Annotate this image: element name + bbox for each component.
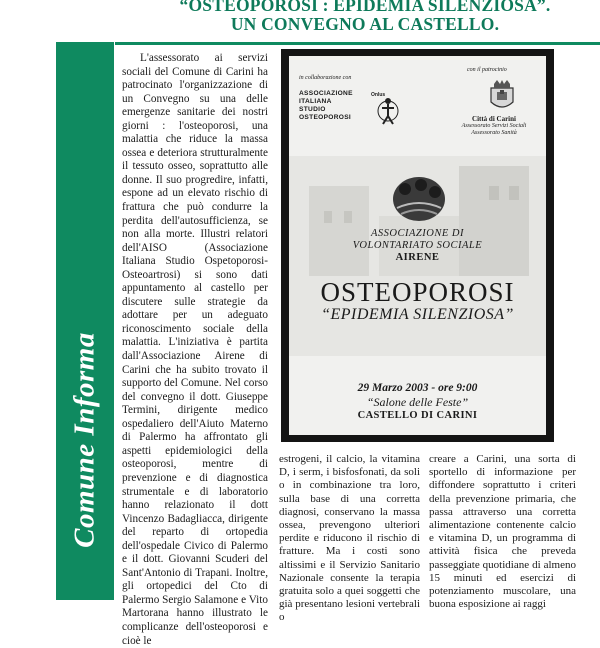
event-date: 29 Marzo 2003 - ore 9:00: [357, 382, 478, 394]
article-text-col2: estrogeni, il calcio, la vitamina D, i serm, i bisfosfonati, da soli o in combinazione tra loro, sulla base di una corretta diagnosi, conservano la massa ossea, prevengono ulteriori perdite e riducono il rischio di fratture. Ma i costi sono altissimi e il Servizio Sanitario Nazionale consente la terapia gratuita solo a quei soggetti che già presentano lesioni vertebrali o: [279, 453, 420, 624]
article-headline: [140, 0, 590, 34]
carini-text: [439, 116, 549, 137]
event-hall: “Salone delle Feste”: [366, 395, 469, 409]
poster-title: OSTEOPOROSI: [320, 277, 515, 307]
article-text-col1: L'assessorato ai servizi sociali del Comune di Carini ha patrocinato l'organizzazione di un Convegno su una delle emergenze sanitarie dei nostri giorni : l'osteoporosi, una malattia che riduce la massa ossea e deteriora strutturalmente il tessuto osseo, soprattutto alle donne. Il suo progredire, infatti, espone ad un elevato rischio di frattura che può condurre la perdita dell'autosufficienza, se non alla morte. Illustri relatori dell'AISO (Associazione Italiana Studio Ospetoporosi-Osteoartrosi) si sono dati appuntamento al castello per discutere sulle strategie da adottare per un adeguato riconoscimento sociale della malattia. L'iniziativa è partita dall'Associazione Airene di Carini che ha subito trovato il supporto del Comune. Nel corso del convegno il dott. Giuseppe Termini, dirigente medico ospedaliero dell'Aiuto Materno di Palermo ha affrontato gli aspetti epidemiologici della osteoporosi, mentre di prevenzione e di diagnostica strumentale e di laboratorio hanno relazionato il dott Vincenzo Badagliacca, dirigente del reparto di ortopedia dell'ospedale Civico di Palermo e il dott. Giovanni Scuderi del Sant'Antonio di Trapani. Inoltre, gli ortopedici del Cto di Palermo Sergio Salamone e Vito Martorana hanno illustrato le complicanze dell'osteoporosi e cioè le: [122, 52, 268, 647]
dept-social: Assessorato Servizi Sociali: [461, 123, 527, 129]
top-green-rule: [115, 42, 600, 45]
aiso-logo: [299, 90, 375, 122]
aiso-line-1: ASSOCIAZIONE: [299, 90, 353, 97]
city-name: Città di Carini: [472, 115, 516, 123]
assoc-line-2: VOLONTARIATO SOCIALE: [352, 240, 483, 251]
article-column-3: [429, 453, 576, 611]
carini-crest-icon: [487, 80, 517, 114]
poster-patronage-label: con il patrocinio: [467, 67, 507, 73]
headline-line-2: UN CONVEGNO AL CASTELLO.: [230, 14, 500, 34]
aiso-line-2: ITALIANA: [299, 98, 332, 105]
section-title-text: Comune Informa: [68, 332, 101, 548]
poster-collab-label: in collaborazione con: [299, 75, 352, 81]
poster-subtitle: “EPIDEMIA SILENZIOSA”: [321, 306, 514, 323]
poster-inner: [289, 56, 546, 435]
aiso-line-4: OSTEOPOROSI: [299, 114, 352, 121]
article-text-col3: creare a Carini, una sorta di sportello di informazione per diffondere soprattutto i criteri della prevenzione primaria, che passa attraverso una corretta alimentazione contenente calcio e vitamina D, un programma di attività fisica che preveda passeggiate quotidiane di almeno 15 minuti ed esercizi di potenziamento muscolare, una buona esposizione ai raggi: [429, 453, 576, 611]
assoc-name: AIRENE: [395, 252, 440, 263]
onlus-label: Onlus: [371, 92, 386, 98]
event-poster: [281, 49, 554, 442]
headline-line-1: “OSTEOPOROSI : EPIDEMIA SILENZIOSA”.: [179, 0, 551, 15]
article-column-2: [279, 453, 420, 624]
dept-health: Assessorato Sanità: [471, 130, 517, 136]
article-column-1: [122, 52, 268, 647]
assoc-line-1: ASSOCIAZIONE DI: [371, 228, 464, 239]
event-venue: CASTELLO DI CARINI: [357, 410, 478, 421]
event-details: [289, 381, 546, 423]
aiso-line-3: STUDIO: [299, 106, 326, 113]
association-block: [289, 228, 546, 264]
aiso-figure-icon: [377, 96, 399, 126]
hands-logo-icon: [391, 174, 447, 224]
